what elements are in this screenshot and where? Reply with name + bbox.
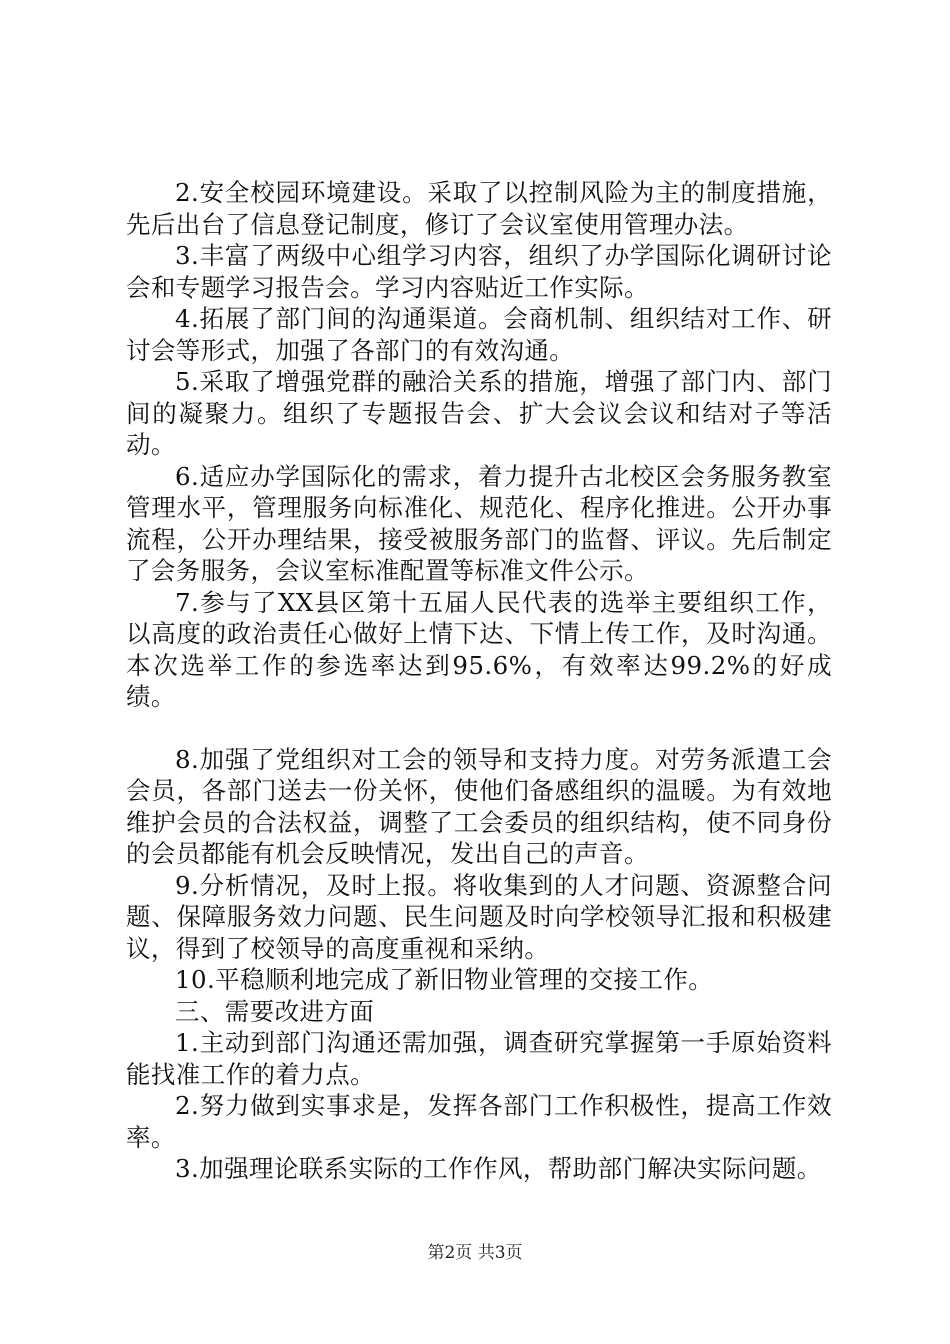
- paragraph-item-3: 3.丰富了两级中心组学习内容，组织了办学国际化调研讨论会和专题学习报告会。学习内容贴近工作实际。: [126, 241, 832, 302]
- improvement-item-1: 1.主动到部门沟通还需加强，调查研究掌握第一手原始资料能找准工作的着力点。: [126, 1028, 832, 1089]
- paragraph-item-8: 8.加强了党组织对工会的领导和支持力度。对劳务派遣工会会员，各部门送去一份关怀，使他们备感组织的温暖。为有效地维护会员的合法权益，调整了工会委员的组织结构，使不同身份的会员都能有机会反映情况，发出自己的声音。: [126, 744, 832, 868]
- paragraph-item-9: 9.分析情况，及时上报。将收集到的人才问题、资源整合问题、保障服务效力问题、民生问题及时向学校领导汇报和积极建议，得到了校领导的高度重视和采纳。: [126, 870, 832, 963]
- paragraph-item-6: 6.适应办学国际化的需求，着力提升古北校区会务服务教室管理水平，管理服务向标准化、规范化、程序化推进。公开办事流程，公开办理结果，接受被服务部门的监督、评议。先后制定了会务服务，会议室标准配置等标准文件公示。: [126, 461, 832, 585]
- paragraph-item-10: 10.平稳顺利地完成了新旧物业管理的交接工作。: [175, 965, 714, 994]
- paragraph-gap: [126, 713, 832, 744]
- page-number-footer: 第2页 共3页: [427, 1243, 523, 1263]
- section-heading-improvements: 三、需要改进方面: [175, 996, 375, 1026]
- paragraph-item-2: 2.安全校园环境建设。采取了以控制风险为主的制度措施，先后出台了信息登记制度，修订了会议室使用管理办法。: [126, 178, 832, 239]
- improvement-item-2: 2.努力做到实事求是，发挥各部门工作积极性，提高工作效率。: [126, 1091, 832, 1152]
- document-body: [126, 177, 832, 1185]
- paragraph-item-4: 4.拓展了部门间的沟通渠道。会商机制、组织结对工作、研讨会等形式，加强了各部门的有效沟通。: [126, 304, 832, 365]
- improvement-item-3: 3.加强理论联系实际的工作作风，帮助部门解决实际问题。: [175, 1154, 822, 1183]
- paragraph-item-5: 5.采取了增强党群的融洽关系的措施，增强了部门内、部门间的凝聚力。组织了专题报告会、扩大会议会议和结对子等活动。: [126, 367, 832, 459]
- paragraph-item-7: 7.参与了XX县区第十五届人民代表的选举主要组织工作，以高度的政治责任心做好上情下达、下情上传工作，及时沟通。本次选举工作的参选率达到95.6%，有效率达99.2%的好成绩。: [126, 587, 832, 711]
